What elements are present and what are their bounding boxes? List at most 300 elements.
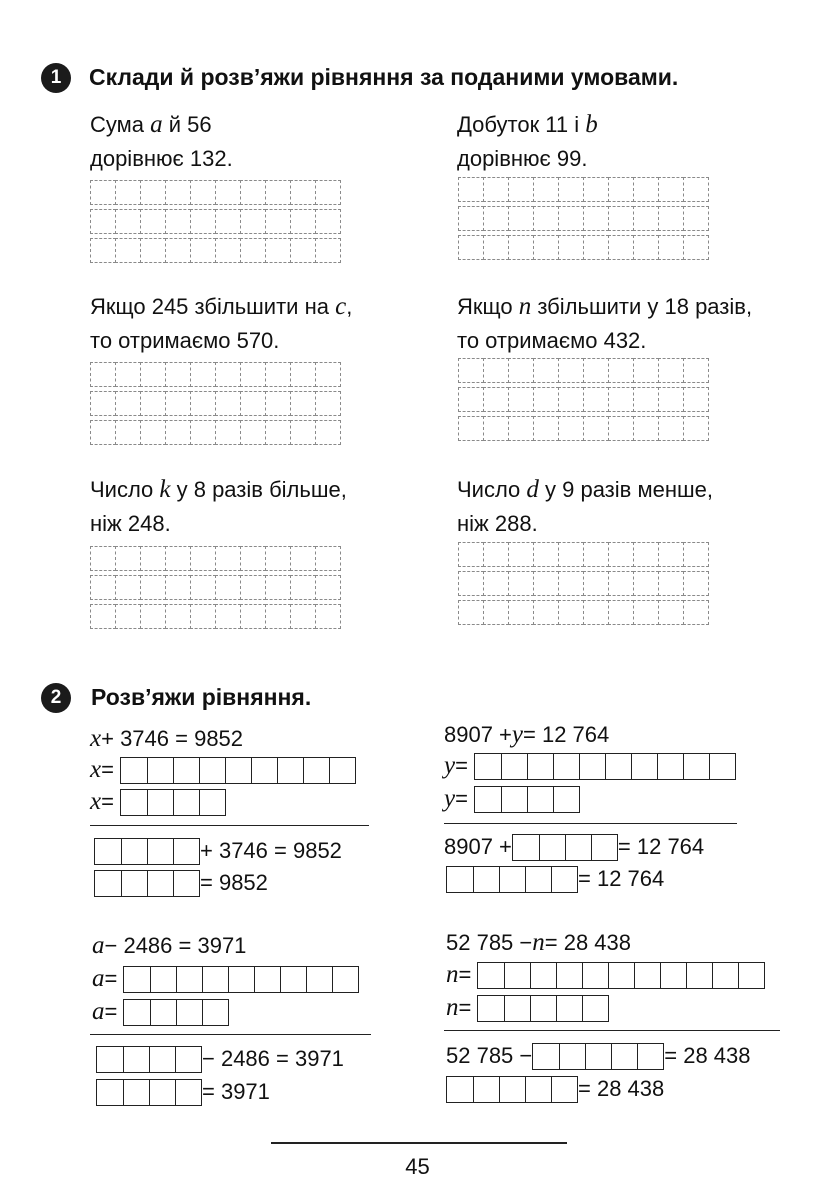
answer-box-cell[interactable] xyxy=(123,1047,149,1072)
grid-cell[interactable] xyxy=(508,416,534,441)
grid-cell[interactable] xyxy=(658,387,684,412)
grid-cell[interactable] xyxy=(140,546,166,571)
answer-boxes[interactable] xyxy=(474,753,736,780)
grid-cell[interactable] xyxy=(508,387,534,412)
grid-cell[interactable] xyxy=(290,604,316,629)
answer-box-cell[interactable] xyxy=(525,867,551,892)
answer-box-cell[interactable] xyxy=(447,1077,473,1102)
answer-box-cell[interactable] xyxy=(553,754,579,779)
answer-box-cell[interactable] xyxy=(499,867,525,892)
grid-cell[interactable] xyxy=(483,206,509,231)
grid-cell[interactable] xyxy=(240,575,266,600)
answer-box-cell[interactable] xyxy=(611,1044,637,1069)
variable: y xyxy=(511,721,524,748)
grid-cell[interactable] xyxy=(290,238,316,263)
answer-box-cell[interactable] xyxy=(121,839,147,864)
answer-box-cell[interactable] xyxy=(147,758,173,783)
grid-cell[interactable] xyxy=(583,358,609,383)
answer-box-cell[interactable] xyxy=(149,1047,175,1072)
grid-cell[interactable] xyxy=(140,180,166,205)
answer-box-cell[interactable] xyxy=(254,967,280,992)
grid-cell[interactable] xyxy=(633,542,659,567)
grid-cell[interactable] xyxy=(508,177,534,202)
answer-boxes[interactable] xyxy=(477,962,765,989)
grid-cell[interactable] xyxy=(315,209,341,234)
answer-boxes[interactable] xyxy=(474,786,580,813)
grid-cell[interactable] xyxy=(683,177,709,202)
answer-box-cell[interactable] xyxy=(631,754,657,779)
grid-cell[interactable] xyxy=(115,546,141,571)
grid-cell[interactable] xyxy=(608,177,634,202)
grid-cell[interactable] xyxy=(633,206,659,231)
answer-box-cell[interactable] xyxy=(173,790,199,815)
grid-cell[interactable] xyxy=(483,177,509,202)
grid-cell[interactable] xyxy=(290,180,316,205)
answer-box-cell[interactable] xyxy=(176,1000,202,1025)
grid-cell[interactable] xyxy=(290,362,316,387)
grid-cell[interactable] xyxy=(683,235,709,260)
grid-cell[interactable] xyxy=(458,206,484,231)
grid-cell[interactable] xyxy=(483,235,509,260)
grid-cell[interactable] xyxy=(215,420,241,445)
grid-cell[interactable] xyxy=(165,209,191,234)
grid-cell[interactable] xyxy=(558,206,584,231)
answer-box-cell[interactable] xyxy=(591,835,617,860)
grid-cell[interactable] xyxy=(165,391,191,416)
grid-cell[interactable] xyxy=(533,235,559,260)
answer-box-cell[interactable] xyxy=(202,1000,228,1025)
grid-cell[interactable] xyxy=(240,420,266,445)
grid-cell[interactable] xyxy=(583,600,609,625)
grid-cell[interactable] xyxy=(508,600,534,625)
answer-box-cell[interactable] xyxy=(447,867,473,892)
grid-cell[interactable] xyxy=(140,238,166,263)
grid-cell[interactable] xyxy=(658,542,684,567)
grid-cell[interactable] xyxy=(315,575,341,600)
grid-cell[interactable] xyxy=(458,387,484,412)
grid-cell[interactable] xyxy=(90,209,116,234)
grid-cell[interactable] xyxy=(115,238,141,263)
answer-box-cell[interactable] xyxy=(149,1080,175,1105)
answer-box-cell[interactable] xyxy=(277,758,303,783)
grid-cell[interactable] xyxy=(140,575,166,600)
grid-cell[interactable] xyxy=(240,546,266,571)
grid-row xyxy=(90,604,341,629)
answer-box-cell[interactable] xyxy=(173,839,199,864)
grid-cell[interactable] xyxy=(140,391,166,416)
grid-cell[interactable] xyxy=(658,571,684,596)
grid-cell[interactable] xyxy=(458,571,484,596)
answer-box-cell[interactable] xyxy=(306,967,332,992)
grid-cell[interactable] xyxy=(533,358,559,383)
grid-cell[interactable] xyxy=(90,604,116,629)
grid-cell[interactable] xyxy=(165,180,191,205)
answer-box-cell[interactable] xyxy=(657,754,683,779)
answer-box-cell[interactable] xyxy=(527,754,553,779)
grid-cell[interactable] xyxy=(658,358,684,383)
grid-cell[interactable] xyxy=(165,238,191,263)
grid-cell[interactable] xyxy=(115,420,141,445)
answer-box-cell[interactable] xyxy=(124,967,150,992)
answer-box-cell[interactable] xyxy=(150,967,176,992)
grid-cell[interactable] xyxy=(583,235,609,260)
grid-cell[interactable] xyxy=(483,542,509,567)
answer-box-cell[interactable] xyxy=(478,996,504,1021)
answer-boxes[interactable] xyxy=(512,834,618,861)
grid-cell[interactable] xyxy=(140,362,166,387)
grid-cell[interactable] xyxy=(583,416,609,441)
grid-cell[interactable] xyxy=(583,177,609,202)
grid-cell[interactable] xyxy=(608,206,634,231)
answer-box-cell[interactable] xyxy=(124,1000,150,1025)
grid-cell[interactable] xyxy=(633,600,659,625)
grid-cell[interactable] xyxy=(265,362,291,387)
answer-box-cell[interactable] xyxy=(605,754,631,779)
answer-boxes[interactable] xyxy=(123,999,229,1026)
grid-cell[interactable] xyxy=(508,571,534,596)
grid-cell[interactable] xyxy=(658,206,684,231)
grid-cell[interactable] xyxy=(683,387,709,412)
grid-cell[interactable] xyxy=(215,180,241,205)
grid-cell[interactable] xyxy=(633,235,659,260)
answer-box-cell[interactable] xyxy=(712,963,738,988)
grid-cell[interactable] xyxy=(215,209,241,234)
answer-boxes[interactable] xyxy=(446,1076,578,1103)
grid-cell[interactable] xyxy=(533,571,559,596)
answer-box-cell[interactable] xyxy=(513,835,539,860)
grid-cell[interactable] xyxy=(608,542,634,567)
grid-cell[interactable] xyxy=(508,542,534,567)
grid-cell[interactable] xyxy=(683,571,709,596)
grid-cell[interactable] xyxy=(215,575,241,600)
grid-cell[interactable] xyxy=(90,238,116,263)
answer-box-cell[interactable] xyxy=(738,963,764,988)
answer-box-cell[interactable] xyxy=(475,787,501,812)
answer-box-cell[interactable] xyxy=(303,758,329,783)
answer-box-cell[interactable] xyxy=(501,754,527,779)
answer-box-cell[interactable] xyxy=(175,1080,201,1105)
answer-box-cell[interactable] xyxy=(559,1044,585,1069)
grid-cell[interactable] xyxy=(658,235,684,260)
answer-box-cell[interactable] xyxy=(478,963,504,988)
grid-cell[interactable] xyxy=(608,387,634,412)
grid-cell[interactable] xyxy=(240,391,266,416)
grid-cell[interactable] xyxy=(165,420,191,445)
answer-box-cell[interactable] xyxy=(225,758,251,783)
grid-cell[interactable] xyxy=(215,362,241,387)
grid-cell[interactable] xyxy=(190,209,216,234)
answer-box-cell[interactable] xyxy=(329,758,355,783)
grid-cell[interactable] xyxy=(115,575,141,600)
grid-cell[interactable] xyxy=(683,542,709,567)
answer-box-cell[interactable] xyxy=(475,754,501,779)
grid-cell[interactable] xyxy=(190,575,216,600)
grid-cell[interactable] xyxy=(115,209,141,234)
answer-boxes[interactable] xyxy=(120,789,226,816)
grid-cell[interactable] xyxy=(483,571,509,596)
grid-cell[interactable] xyxy=(558,542,584,567)
answer-box-cell[interactable] xyxy=(147,871,173,896)
grid-cell[interactable] xyxy=(508,206,534,231)
answer-box-cell[interactable] xyxy=(608,963,634,988)
grid-cell[interactable] xyxy=(658,600,684,625)
answer-box-cell[interactable] xyxy=(551,867,577,892)
grid-cell[interactable] xyxy=(558,416,584,441)
grid-cell[interactable] xyxy=(315,420,341,445)
answer-box-cell[interactable] xyxy=(504,963,530,988)
grid-cell[interactable] xyxy=(265,546,291,571)
grid-cell[interactable] xyxy=(265,420,291,445)
grid-cell[interactable] xyxy=(583,387,609,412)
grid-cell[interactable] xyxy=(315,391,341,416)
grid-cell[interactable] xyxy=(458,416,484,441)
answer-box-cell[interactable] xyxy=(579,754,605,779)
answer-box-cell[interactable] xyxy=(683,754,709,779)
grid-cell[interactable] xyxy=(165,604,191,629)
grid-cell[interactable] xyxy=(240,604,266,629)
answer-box-cell[interactable] xyxy=(565,835,591,860)
grid-cell[interactable] xyxy=(215,391,241,416)
grid-cell[interactable] xyxy=(458,542,484,567)
answer-box-cell[interactable] xyxy=(530,996,556,1021)
grid-cell[interactable] xyxy=(583,571,609,596)
grid-cell[interactable] xyxy=(90,546,116,571)
grid-cell[interactable] xyxy=(190,362,216,387)
grid-cell[interactable] xyxy=(558,600,584,625)
grid-cell[interactable] xyxy=(458,358,484,383)
answer-boxes[interactable] xyxy=(96,1046,202,1073)
answer-box-cell[interactable] xyxy=(121,790,147,815)
grid-cell[interactable] xyxy=(658,177,684,202)
answer-box-cell[interactable] xyxy=(499,1077,525,1102)
grid-cell[interactable] xyxy=(508,235,534,260)
grid-cell[interactable] xyxy=(215,238,241,263)
answer-box-cell[interactable] xyxy=(533,1044,559,1069)
grid-cell[interactable] xyxy=(315,604,341,629)
grid-cell[interactable] xyxy=(683,206,709,231)
answer-boxes[interactable] xyxy=(123,966,359,993)
answer-box-cell[interactable] xyxy=(251,758,277,783)
grid-cell[interactable] xyxy=(115,391,141,416)
answer-boxes[interactable] xyxy=(532,1043,664,1070)
grid-cell[interactable] xyxy=(315,180,341,205)
grid-cell[interactable] xyxy=(290,575,316,600)
answer-boxes[interactable] xyxy=(94,838,200,865)
grid-cell[interactable] xyxy=(608,235,634,260)
grid-cell[interactable] xyxy=(265,209,291,234)
grid-cell[interactable] xyxy=(265,391,291,416)
answer-box-cell[interactable] xyxy=(332,967,358,992)
answer-box-cell[interactable] xyxy=(199,758,225,783)
answer-box-cell[interactable] xyxy=(556,963,582,988)
grid-cell[interactable] xyxy=(608,358,634,383)
answer-box-cell[interactable] xyxy=(585,1044,611,1069)
answer-box-cell[interactable] xyxy=(150,1000,176,1025)
answer-box-cell[interactable] xyxy=(553,787,579,812)
grid-cell[interactable] xyxy=(558,387,584,412)
grid-cell[interactable] xyxy=(315,546,341,571)
grid-cell[interactable] xyxy=(240,238,266,263)
grid-cell[interactable] xyxy=(558,571,584,596)
grid-cell[interactable] xyxy=(483,416,509,441)
answer-box-cell[interactable] xyxy=(202,967,228,992)
answer-box-cell[interactable] xyxy=(504,996,530,1021)
grid-cell[interactable] xyxy=(608,571,634,596)
grid-cell[interactable] xyxy=(240,180,266,205)
answer-box-cell[interactable] xyxy=(525,1077,551,1102)
grid-cell[interactable] xyxy=(90,391,116,416)
grid-cell[interactable] xyxy=(265,604,291,629)
grid-cell[interactable] xyxy=(115,604,141,629)
grid-cell[interactable] xyxy=(583,206,609,231)
check-text: 8907 + xyxy=(444,834,512,859)
answer-box-cell[interactable] xyxy=(147,790,173,815)
grid-cell[interactable] xyxy=(608,600,634,625)
answer-box-cell[interactable] xyxy=(539,835,565,860)
grid-cell[interactable] xyxy=(683,416,709,441)
answer-box-cell[interactable] xyxy=(97,1080,123,1105)
grid-cell[interactable] xyxy=(190,238,216,263)
grid-cell[interactable] xyxy=(115,180,141,205)
answer-box-cell[interactable] xyxy=(95,839,121,864)
answer-box-cell[interactable] xyxy=(530,963,556,988)
answer-grid[interactable] xyxy=(90,180,341,263)
grid-cell[interactable] xyxy=(483,600,509,625)
grid-cell[interactable] xyxy=(90,180,116,205)
answer-box-cell[interactable] xyxy=(660,963,686,988)
grid-cell[interactable] xyxy=(458,177,484,202)
answer-grid[interactable] xyxy=(458,358,709,441)
answer-grid[interactable] xyxy=(458,177,709,260)
answer-box-cell[interactable] xyxy=(686,963,712,988)
grid-cell[interactable] xyxy=(265,238,291,263)
grid-cell[interactable] xyxy=(290,546,316,571)
grid-cell[interactable] xyxy=(165,575,191,600)
answer-box-cell[interactable] xyxy=(199,790,225,815)
answer-box-cell[interactable] xyxy=(280,967,306,992)
grid-cell[interactable] xyxy=(315,362,341,387)
grid-cell[interactable] xyxy=(215,546,241,571)
grid-cell[interactable] xyxy=(683,600,709,625)
grid-row xyxy=(90,575,341,600)
grid-cell[interactable] xyxy=(190,391,216,416)
grid-cell[interactable] xyxy=(633,571,659,596)
answer-box-cell[interactable] xyxy=(582,996,608,1021)
grid-cell[interactable] xyxy=(90,362,116,387)
grid-cell[interactable] xyxy=(240,362,266,387)
answer-box-cell[interactable] xyxy=(527,787,553,812)
answer-box-cell[interactable] xyxy=(228,967,254,992)
answer-box-cell[interactable] xyxy=(176,967,202,992)
grid-cell[interactable] xyxy=(558,358,584,383)
grid-cell[interactable] xyxy=(533,206,559,231)
grid-cell[interactable] xyxy=(583,542,609,567)
grid-cell[interactable] xyxy=(483,358,509,383)
grid-cell[interactable] xyxy=(633,416,659,441)
answer-grid[interactable] xyxy=(90,362,341,445)
grid-cell[interactable] xyxy=(533,416,559,441)
answer-box-cell[interactable] xyxy=(473,867,499,892)
answer-box-cell[interactable] xyxy=(147,839,173,864)
answer-box-cell[interactable] xyxy=(501,787,527,812)
grid-cell[interactable] xyxy=(90,575,116,600)
answer-boxes[interactable] xyxy=(96,1079,202,1106)
grid-cell[interactable] xyxy=(190,180,216,205)
grid-cell[interactable] xyxy=(315,238,341,263)
grid-cell[interactable] xyxy=(633,358,659,383)
grid-cell[interactable] xyxy=(215,604,241,629)
grid-cell[interactable] xyxy=(558,235,584,260)
answer-boxes[interactable] xyxy=(477,995,609,1022)
grid-cell[interactable] xyxy=(458,235,484,260)
grid-cell[interactable] xyxy=(533,387,559,412)
answer-box-cell[interactable] xyxy=(173,871,199,896)
divider-line xyxy=(90,825,369,826)
grid-cell[interactable] xyxy=(140,604,166,629)
answer-grid[interactable] xyxy=(90,546,341,629)
grid-cell[interactable] xyxy=(140,209,166,234)
grid-cell[interactable] xyxy=(558,177,584,202)
grid-cell[interactable] xyxy=(265,180,291,205)
grid-cell[interactable] xyxy=(290,209,316,234)
answer-boxes[interactable] xyxy=(94,870,200,897)
grid-cell[interactable] xyxy=(190,420,216,445)
grid-cell[interactable] xyxy=(608,416,634,441)
grid-cell[interactable] xyxy=(290,420,316,445)
answer-box-cell[interactable] xyxy=(709,754,735,779)
grid-cell[interactable] xyxy=(165,546,191,571)
grid-cell[interactable] xyxy=(508,358,534,383)
answer-box-cell[interactable] xyxy=(121,871,147,896)
answer-box-cell[interactable] xyxy=(123,1080,149,1105)
answer-box-cell[interactable] xyxy=(473,1077,499,1102)
answer-box-cell[interactable] xyxy=(173,758,199,783)
answer-boxes[interactable] xyxy=(120,757,356,784)
grid-cell[interactable] xyxy=(140,420,166,445)
grid-cell[interactable] xyxy=(483,387,509,412)
answer-box-cell[interactable] xyxy=(582,963,608,988)
answer-box-cell[interactable] xyxy=(175,1047,201,1072)
grid-cell[interactable] xyxy=(190,604,216,629)
grid-cell[interactable] xyxy=(165,362,191,387)
grid-cell[interactable] xyxy=(533,542,559,567)
grid-cell[interactable] xyxy=(115,362,141,387)
grid-cell[interactable] xyxy=(240,209,266,234)
check-result xyxy=(446,1074,664,1104)
grid-cell[interactable] xyxy=(533,600,559,625)
grid-cell[interactable] xyxy=(458,600,484,625)
answer-box-cell[interactable] xyxy=(95,871,121,896)
grid-cell[interactable] xyxy=(633,177,659,202)
answer-box-cell[interactable] xyxy=(637,1044,663,1069)
answer-box-cell[interactable] xyxy=(556,996,582,1021)
answer-box-cell[interactable] xyxy=(634,963,660,988)
condition-line1-pre: Добуток 11 і xyxy=(457,112,586,137)
grid-cell[interactable] xyxy=(658,416,684,441)
grid-cell[interactable] xyxy=(290,391,316,416)
grid-cell[interactable] xyxy=(683,358,709,383)
grid-cell[interactable] xyxy=(633,387,659,412)
grid-cell[interactable] xyxy=(190,546,216,571)
answer-grid[interactable] xyxy=(458,542,709,625)
grid-cell[interactable] xyxy=(533,177,559,202)
answer-box-cell[interactable] xyxy=(97,1047,123,1072)
grid-cell[interactable] xyxy=(90,420,116,445)
grid-cell[interactable] xyxy=(265,575,291,600)
answer-boxes[interactable] xyxy=(446,866,578,893)
answer-box-cell[interactable] xyxy=(121,758,147,783)
answer-box-cell[interactable] xyxy=(551,1077,577,1102)
